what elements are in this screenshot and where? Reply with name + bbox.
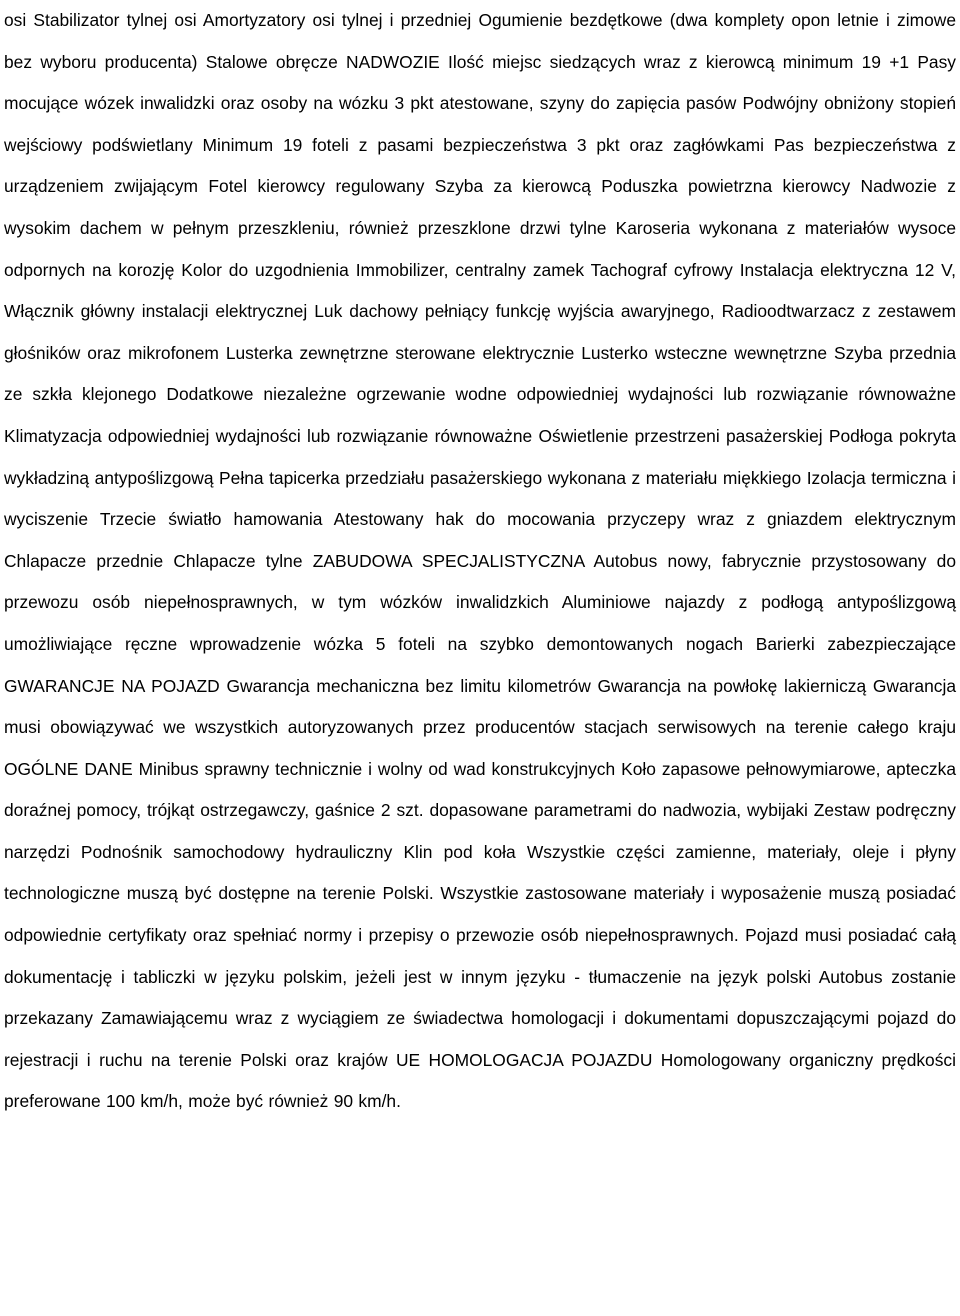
specification-paragraph: osi Stabilizator tylnej osi Amortyzatory osi tylnej i przedniej Ogumienie bezdętkowe (dwa komplety opon letnie i zimowe bez wyboru producenta) Stalowe obręcze NADWOZIE Ilość miejsc siedzących wraz z kierowcą minimum 19 +1 Pasy mocujące wózek inwalidzki oraz osoby na wózku 3 pkt atestowane, szyny do zapięcia pasów Podwójny obniżony stopień wejściowy podświetlany Minimum 19 foteli z pasami bezpieczeństwa 3 pkt oraz zagłówkami Pas bezpieczeństwa z urządzeniem zwijającym Fotel kierowcy regulowany Szyba za kierowcą Poduszka powietrzna kierowcy Nadwozie z wysokim dachem w pełnym przeszkleniu, również przeszklone drzwi tylne Karoseria wykonana z materiałów wysoce odpornych na korozję Kolor do uzgodnienia Immobilizer, centralny zamek Tachograf cyfrowy Instalacja elektryczna 12 V, Włącznik główny instalacji elektrycznej Luk dachowy pełniący funkcję wyjścia awaryjnego, Radioodtwarzacz z zestawem głośników oraz mikrofonem Lusterka zewnętrzne sterowane elektrycznie Lusterko wsteczne wewnętrzne Szyba przednia ze szkła klejonego Dodatkowe niezależne ogrzewanie wodne odpowiedniej wydajności lub rozwiązanie równoważne Klimatyzacja odpowiedniej wydajności lub rozwiązanie równoważne Oświetlenie przestrzeni pasażerskiej Podłoga pokryta wykładziną antypoślizgową Pełna tapicerka przedziału pasażerskiego wykonana z materiału miękkiego Izolacja termiczna i wyciszenie Trzecie światło hamowania Atestowany hak do mocowania przyczepy wraz z gniazdem elektrycznym Chlapacze przednie Chlapacze tylne ZABUDOWA SPECJALISTYCZNA Autobus nowy, fabrycznie przystosowany do przewozu osób niepełnosprawnych, w tym wózków inwalidzkich Aluminiowe najazdy z podłogą antypoślizgową umożliwiające ręczne wprowadzenie wózka 5 foteli na szybko demontowanych nogach Barierki zabezpieczające GWARANCJE NA POJAZD Gwarancja mechaniczna bez limitu kilometrów Gwarancja na powłokę lakierniczą Gwarancja musi obowiązywać we wszystkich autoryzowanych przez producentów stacjach serwisowych na terenie całego kraju OGÓLNE DANE Minibus sprawny technicznie i wolny od wad konstrukcyjnych Koło zapasowe pełnowymiarowe, apteczka doraźnej pomocy, trójkąt ostrzegawczy, gaśnice 2 szt. dopasowane parametrami do nadwozia, wybijaki Zestaw podręczny narzędzi Podnośnik samochodowy hydrauliczny Klin pod koła Wszystkie części zamienne, materiały, oleje i płyny technologiczne muszą być dostępne na terenie Polski. Wszystkie zastosowane materiały i wyposażenie muszą posiadać odpowiednie certyfikaty oraz spełniać normy i przepisy o przewozie osób niepełnosprawnych. Pojazd musi posiadać całą dokumentację i tabliczki w języku polskim, jeżeli jest w innym języku - tłumaczenie na język polski Autobus zostanie przekazany Zamawiającemu wraz z wyciągiem ze świadectwa homologacji i dokumentami dopuszczającymi pojazd do rejestracji i ruchu na terenie Polski oraz krajów UE HOMOLOGACJA POJAZDU Homologowany organiczny prędkości preferowane 100 km/h, może być również 90 km/h. — [4, 10, 956, 1112]
